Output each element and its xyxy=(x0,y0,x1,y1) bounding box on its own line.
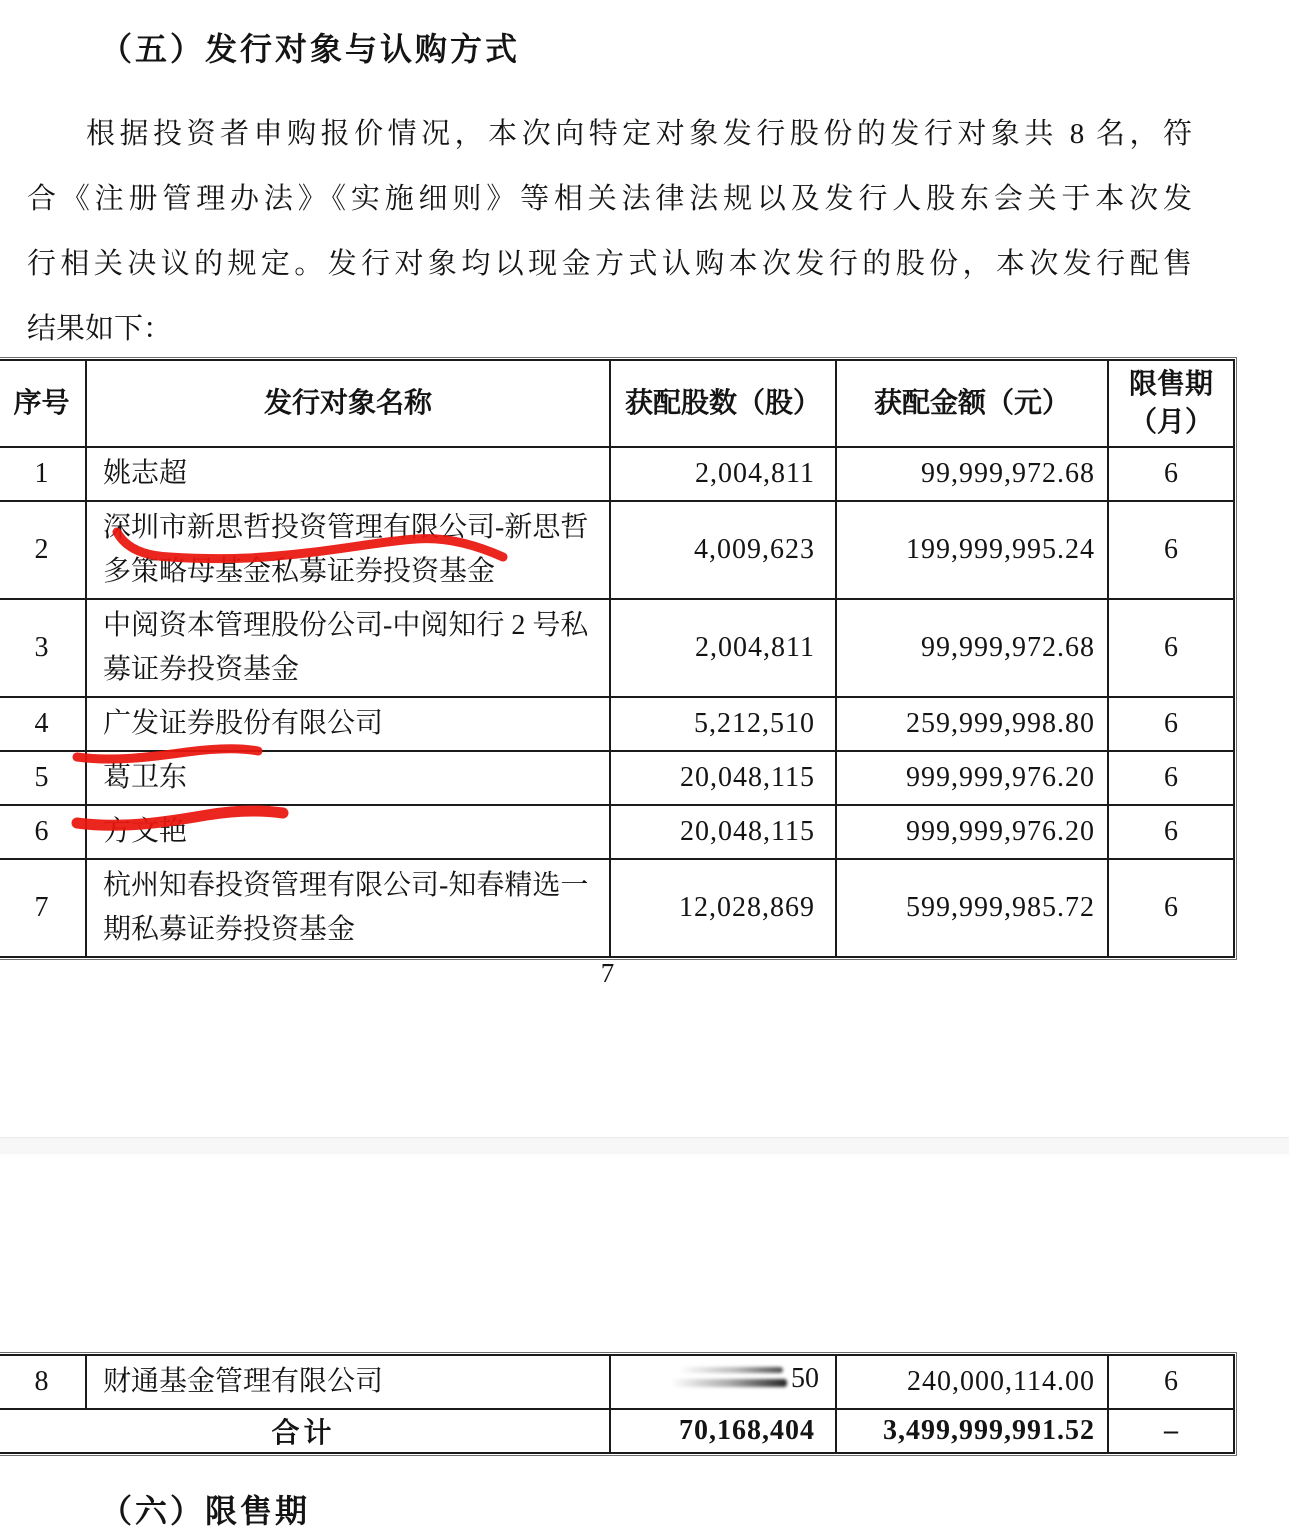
table-row xyxy=(0,447,1234,501)
col-header-lockup-line1: 限售期 xyxy=(1128,368,1213,400)
cell-name: 姚志超 xyxy=(86,447,610,501)
table-row xyxy=(0,599,1234,697)
cell-name: 财通基金管理有限公司 xyxy=(86,1355,610,1409)
cell-index: 4 xyxy=(0,697,86,751)
cell-name: 广发证券股份有限公司 xyxy=(86,697,610,751)
intro-paragraph xyxy=(27,102,1192,362)
cell-lockup: 6 xyxy=(1108,859,1234,957)
allocation-table-continued xyxy=(0,1354,1235,1454)
table-row xyxy=(0,805,1234,859)
cell-amount: 259,999,998.80 xyxy=(836,697,1108,751)
smudge-blur-mark xyxy=(671,1379,787,1387)
total-label: 合计 xyxy=(0,1409,610,1453)
cell-name: 方文艳 xyxy=(86,805,610,859)
cell-shares: 12,028,869 xyxy=(610,859,836,957)
page-break-separator xyxy=(0,1137,1289,1155)
cell-name: 杭州知春投资管理有限公司-知春精选一期私募证券投资基金 xyxy=(86,859,610,957)
cell-shares: 2,004,811 xyxy=(610,599,836,697)
cell-shares: 20,048,115 xyxy=(610,805,836,859)
table-total-row xyxy=(0,1409,1234,1453)
table-row xyxy=(0,751,1234,805)
total-amount: 3,499,999,991.52 xyxy=(836,1409,1108,1453)
next-section-heading-clipped: （六）限售期 xyxy=(100,1493,311,1529)
cell-index: 2 xyxy=(0,501,86,599)
cell-index: 8 xyxy=(0,1355,86,1409)
cell-index: 3 xyxy=(0,599,86,697)
cell-name: 中阅资本管理股份公司-中阅知行 2 号私募证券投资基金 xyxy=(86,599,610,697)
table-header-row xyxy=(0,360,1234,447)
cell-index: 5 xyxy=(0,751,86,805)
cell-name: 葛卫东 xyxy=(86,751,610,805)
cell-lockup: 6 xyxy=(1108,599,1234,697)
cell-shares: 2,004,811 xyxy=(610,447,836,501)
total-shares: 70,168,404 xyxy=(610,1409,836,1453)
cell-lockup: 6 xyxy=(1108,501,1234,599)
cell-lockup: 6 xyxy=(1108,751,1234,805)
table-row xyxy=(0,1355,1234,1409)
cell-amount: 999,999,976.20 xyxy=(836,805,1108,859)
intro-line: 根据投资者申购报价情况，本次向特定对象发行股份的发行对象共 8 名，符 xyxy=(86,118,1192,150)
cell-lockup: 6 xyxy=(1108,447,1234,501)
cell-amount: 999,999,976.20 xyxy=(836,751,1108,805)
cell-lockup: 6 xyxy=(1108,1355,1234,1409)
cell-name: 深圳市新思哲投资管理有限公司-新思哲多策略母基金私募证券投资基金 xyxy=(86,501,610,599)
col-header-lockup-line2: （月） xyxy=(1128,406,1213,438)
col-header-index: 序号 xyxy=(0,360,86,447)
table-row xyxy=(0,501,1234,599)
cell-index: 1 xyxy=(0,447,86,501)
cell-amount: 99,999,972.68 xyxy=(836,447,1108,501)
col-header-name: 发行对象名称 xyxy=(86,360,610,447)
table-row xyxy=(0,697,1234,751)
col-header-lockup xyxy=(1108,360,1234,447)
section-heading: （五）发行对象与认购方式 xyxy=(100,31,521,67)
allocation-table-page2 xyxy=(0,1352,1237,1456)
cell-lockup: 6 xyxy=(1108,697,1234,751)
col-header-shares: 获配股数（股） xyxy=(610,360,836,447)
allocation-table xyxy=(0,359,1235,958)
cell-index: 7 xyxy=(0,859,86,957)
intro-line: 结果如下： xyxy=(27,313,173,345)
smudge-blur-mark xyxy=(679,1367,783,1373)
page-number: 7 xyxy=(600,958,615,988)
intro-line: 行相关决议的规定。发行对象均以现金方式认购本次发行的股份，本次发行配售 xyxy=(27,248,1192,280)
cell-shares: 20,048,115 xyxy=(610,751,836,805)
cell-shares-redacted xyxy=(610,1355,836,1409)
total-lockup: – xyxy=(1108,1409,1234,1453)
table-row xyxy=(0,859,1234,957)
col-header-amount: 获配金额（元） xyxy=(836,360,1108,447)
cell-shares: 4,009,623 xyxy=(610,501,836,599)
cell-index: 6 xyxy=(0,805,86,859)
cell-shares: 5,212,510 xyxy=(610,697,836,751)
cell-amount: 599,999,985.72 xyxy=(836,859,1108,957)
cell-amount: 99,999,972.68 xyxy=(836,599,1108,697)
cell-amount: 199,999,995.24 xyxy=(836,501,1108,599)
cell-amount: 240,000,114.00 xyxy=(836,1355,1108,1409)
intro-line: 合《注册管理办法》《实施细则》等相关法律法规以及发行人股东会关于本次发 xyxy=(27,183,1192,215)
cell-shares-visible-digits: 50 xyxy=(791,1363,819,1394)
allocation-table-page1 xyxy=(0,357,1237,960)
cell-lockup: 6 xyxy=(1108,805,1234,859)
